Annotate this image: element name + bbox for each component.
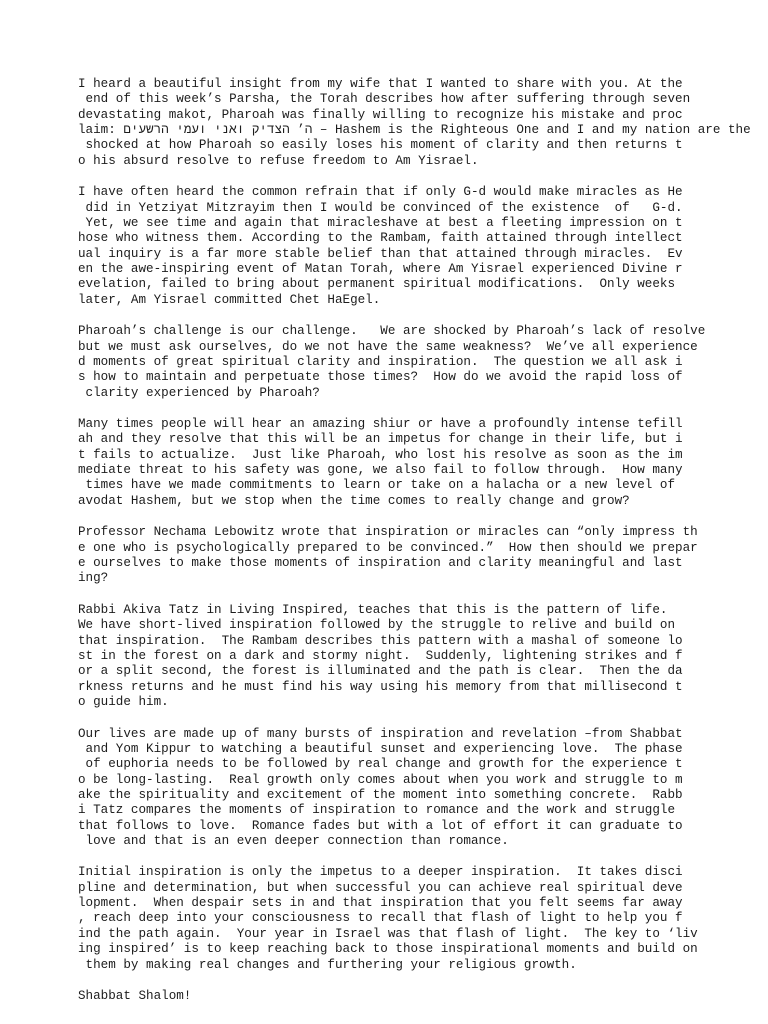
- text-line: that inspiration. The Rambam describes this pattern with a mashal of someone lo: [78, 633, 683, 648]
- text-line: Professor Nechama Lebowitz wrote that inspiration or miracles can “only impress th: [78, 525, 698, 540]
- text-line: Many times people will hear an amazing shiur or have a profoundly intense tefill: [78, 417, 683, 432]
- text-line: ind the path again. Your year in Israel was that flash of light. The key to ‘liv: [78, 926, 698, 941]
- text-line: hose who witness them. According to the Rambam, faith attained through intellect: [78, 231, 683, 246]
- text-line: lopment. When despair sets in and that inspiration that you felt seems far away: [78, 896, 683, 911]
- text-line: st in the forest on a dark and stormy night. Suddenly, lightening strikes and f: [78, 648, 683, 663]
- text-line: I have often heard the common refrain that if only G-d would make miracles as He: [78, 185, 683, 200]
- paragraph-1: [78, 77, 768, 169]
- text-line: Pharoah’s challenge is our challenge. We are shocked by Pharoah’s lack of resolve: [78, 324, 706, 339]
- text-line: that follows to love. Romance fades but with a lot of effort it can graduate to: [78, 818, 683, 833]
- text-line: rkness returns and he must find his way using his memory from that millisecond t: [78, 679, 683, 694]
- text-line: We have short-lived inspiration followed by the struggle to relive and build on: [78, 618, 676, 633]
- text-line: o guide him.: [78, 694, 169, 709]
- text-line: and Yom Kippur to watching a beautiful sunset and experiencing love. The phase: [78, 741, 683, 756]
- text-line: s how to maintain and perpetuate those times? How do we avoid the rapid loss of: [78, 370, 683, 385]
- paragraph-5: [78, 525, 768, 586]
- document-page: [78, 77, 768, 1021]
- text-line: , reach deep into your consciousness to recall that flash of light to help you f: [78, 911, 683, 926]
- text-line: but we must ask ourselves, do we not have the same weakness? We’ve all experience: [78, 339, 698, 354]
- text-line-with-hebrew: laim: ה’ הצדיק ואני ועמי הרשעים – Hashem is the Righteous One and I and my nation are the: [78, 123, 751, 138]
- text-line: end of this week’s Parsha, the Torah describes how after suffering through seven: [78, 92, 691, 107]
- text-line: ing inspired’ is to keep reaching back to those inspirational moments and build on: [78, 942, 698, 957]
- paragraph-8: [78, 865, 768, 972]
- text-line: e ourselves to make those moments of inspiration and clarity meaningful and last: [78, 556, 683, 571]
- text-line: Initial inspiration is only the impetus to a deeper inspiration. It takes disci: [78, 865, 683, 880]
- text-line: devastating makot, Pharoah was finally willing to recognize his mistake and proc: [78, 107, 683, 122]
- paragraph-6: [78, 603, 768, 710]
- paragraph-2: [78, 185, 768, 308]
- text-line: I heard a beautiful insight from my wife that I wanted to share with you. At the: [78, 77, 683, 91]
- paragraph-4: [78, 417, 768, 509]
- text-line: e one who is psychologically prepared to be convinced.” How then should we prepar: [78, 540, 698, 555]
- text-line: ual inquiry is a far more stable belief than that attained through miracles. Ev: [78, 246, 683, 261]
- text-line: of euphoria needs to be followed by real change and growth for the experience t: [78, 757, 683, 772]
- text-line: times have we made commitments to learn or take on a halacha or a new level of: [78, 478, 676, 493]
- text-line: avodat Hashem, but we stop when the time comes to really change and grow?: [78, 493, 630, 508]
- text-line: later, Am Yisrael committed Chet HaEgel.: [78, 292, 381, 307]
- text-line: ake the spirituality and excitement of the moment into something concrete. Rabb: [78, 787, 683, 802]
- text-line: ing?: [78, 571, 109, 586]
- text-line: Yet, we see time and again that miracleshave at best a fleeting impression on t: [78, 215, 683, 230]
- text-line: ah and they resolve that this will be an impetus for change in their life, but i: [78, 432, 683, 447]
- text-line: t fails to actualize. Just like Pharoah, who lost his resolve as soon as the im: [78, 447, 683, 462]
- text-line: evelation, failed to bring about permanent spiritual modifications. Only weeks: [78, 277, 676, 292]
- text-line: en the awe-inspiring event of Matan Torah, where Am Yisrael experienced Divine r: [78, 261, 683, 276]
- text-line: clarity experienced by Pharoah?: [78, 385, 320, 400]
- text-line: o his absurd resolve to refuse freedom to Am Yisrael.: [78, 153, 479, 168]
- closing-greeting: Shabbat Shalom!: [78, 989, 192, 1004]
- paragraph-7: [78, 727, 768, 850]
- paragraph-3: [78, 324, 768, 401]
- text-line: or a split second, the forest is illuminated and the path is clear. Then the da: [78, 664, 683, 679]
- text-line: Our lives are made up of many bursts of inspiration and revelation –from Shabbat: [78, 726, 683, 741]
- closing-paragraph: [78, 989, 768, 1004]
- text-line: pline and determination, but when successful you can achieve real spiritual deve: [78, 880, 683, 895]
- text-line: Rabbi Akiva Tatz in Living Inspired, teaches that this is the pattern of life.: [78, 602, 668, 617]
- text-line: i Tatz compares the moments of inspiration to romance and the work and struggle: [78, 803, 676, 818]
- text-line: them by making real changes and furthering your religious growth.: [78, 957, 577, 972]
- text-line: shocked at how Pharoah so easily loses his moment of clarity and then returns t: [78, 138, 683, 153]
- text-line: mediate threat to his safety was gone, we also fail to follow through. How many: [78, 463, 683, 478]
- text-line: o be long-lasting. Real growth only comes about when you work and struggle to m: [78, 772, 683, 787]
- text-line: d moments of great spiritual clarity and inspiration. The question we all ask i: [78, 354, 683, 369]
- text-line: love and that is an even deeper connection than romance.: [78, 833, 509, 848]
- text-line: did in Yetziyat Mitzrayim then I would be convinced of the existence of G-d.: [78, 200, 683, 215]
